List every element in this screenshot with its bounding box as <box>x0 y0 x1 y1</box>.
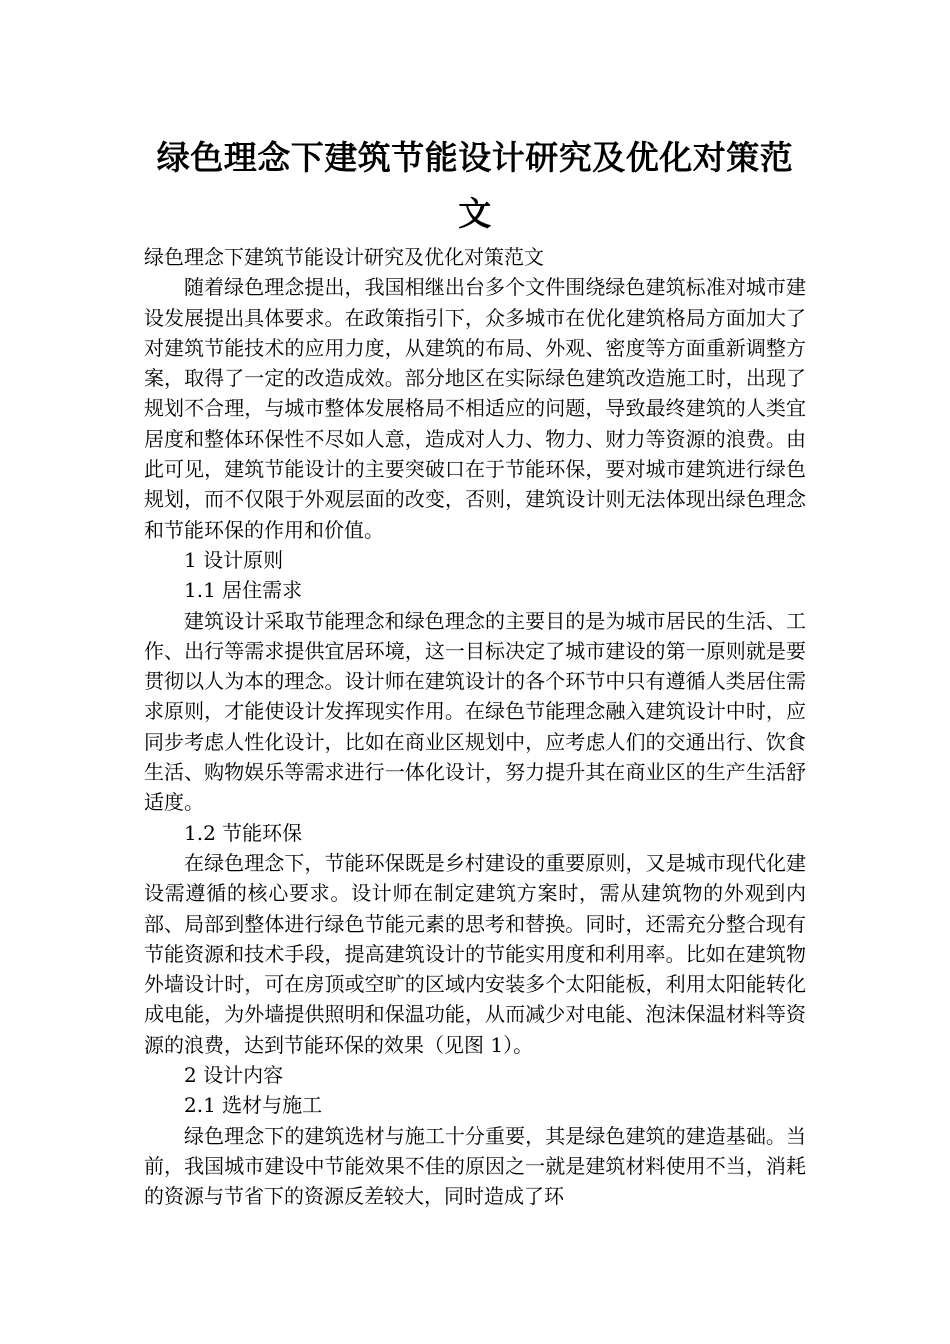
paragraph-residential-needs: 建筑设计采取节能理念和绿色理念的主要目的是为城市居民的生活、工作、出行等需求提供宜居环境，这一目标决定了城市建设的第一原则就是要贯彻以人为本的理念。设计师在建筑设计的各个环节中只有遵循人类居住需求原则，才能使设计发挥现实作用。在绿色节能理念融入建筑设计中时，应同步考虑人性化设计，比如在商业区规划中，应考虑人们的交通出行、饮食生活、购物娱乐等需求进行一体化设计，努力提升其在商业区的生产生活舒适度。 <box>144 608 806 815</box>
paragraph-energy-saving: 在绿色理念下，节能环保既是乡村建设的重要原则，又是城市现代化建设需遵循的核心要求。设计师在制定建筑方案时，需从建筑物的外观到内部、局部到整体进行绿色节能元素的思考和替换。同时，还需充分整合现有节能资源和技术手段，提高建筑设计的节能实用度和利用率。比如在建筑物外墙设计时，可在房顶或空旷的区域内安装多个太阳能板，利用太阳能转化成电能，为外墙提供照明和保温功能，从而减少对电能、泡沫保温材料等资源的浪费，达到节能环保的效果（见图 1）。 <box>144 850 806 1057</box>
section-heading-1: 1 设计原则 <box>184 547 284 572</box>
subsection-heading-1-2: 1.2 节能环保 <box>184 820 303 845</box>
paragraph-materials: 绿色理念下的建筑选材与施工十分重要，其是绿色建筑的建造基础。当前，我国城市建设中节能效果不佳的原因之一就是建筑材料使用不当，消耗的资源与节省下的资源反差较大，同时造成了环 <box>144 1123 806 1209</box>
section-heading-2: 2 设计内容 <box>184 1063 284 1088</box>
document-title: 绿色理念下建筑节能设计研究及优化对策范文 <box>156 138 794 233</box>
document-page <box>144 130 806 1212</box>
paragraph-intro: 随着绿色理念提出，我国相继出台多个文件围绕绿色建筑标准对城市建设发展提出具体要求。在政策指引下，众多城市在优化建筑格局方面加大了对建筑节能技术的应用力度，从建筑的布局、外观、密度等方面重新调整方案，取得了一定的改造成效。部分地区在实际绿色建筑改造施工时，出现了规划不合理，与城市整体发展格局不相适应的问题，导致最终建筑的人类宜居度和整体环保性不尽如人意，造成对人力、物力、财力等资源的浪费。由此可见，建筑节能设计的主要突破口在于节能环保，要对城市建筑进行绿色规划，而不仅限于外观层面的改变，否则，建筑设计则无法体现出绿色理念和节能环保的作用和价值。 <box>144 275 806 542</box>
document-subtitle-line: 绿色理念下建筑节能设计研究及优化对策范文 <box>144 245 544 269</box>
subsection-heading-1-1: 1.1 居住需求 <box>184 578 303 603</box>
subsection-heading-2-1: 2.1 选材与施工 <box>184 1093 323 1118</box>
